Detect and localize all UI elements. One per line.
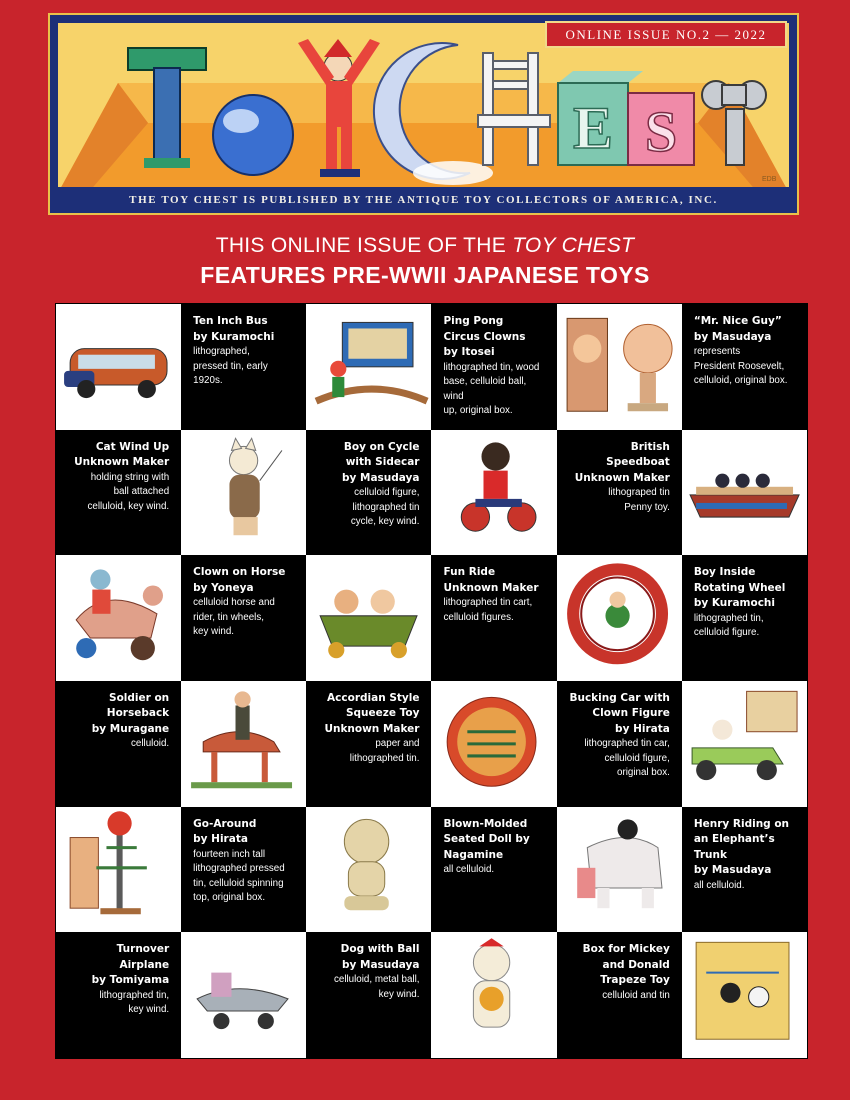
toy-photo-graphic bbox=[56, 555, 181, 681]
masthead-banner bbox=[48, 13, 799, 215]
toy-description: fourteen inch tall lithographed pressed tin, celluloid spinning top, original box. bbox=[193, 848, 285, 904]
toy-title: Soldier on Horseback by Muragane bbox=[91, 691, 170, 735]
headline-prefix: THIS ONLINE ISSUE OF THE bbox=[215, 234, 513, 257]
toy-title: Bucking Car with Clown Figure by Hirata bbox=[569, 691, 670, 735]
toy-caption bbox=[56, 681, 181, 807]
toy-title: Ping Pong Circus Clowns by Itosei bbox=[443, 315, 526, 358]
toy-photo-graphic bbox=[306, 807, 431, 933]
toy-title: Boy on Cycle with Sidecar by Masudaya bbox=[342, 440, 420, 484]
toy-description: lithographed tin, celluloid figure. bbox=[693, 612, 764, 639]
logo-block-s bbox=[628, 93, 694, 165]
toy-description: celluloid figure, lithographed tin cycle, key wind. bbox=[350, 487, 420, 528]
toy-title: British Speedboat Unknown Maker bbox=[574, 440, 670, 484]
toy-caption bbox=[306, 932, 431, 1058]
toy-photo-graphic bbox=[431, 430, 556, 556]
issue-badge: ONLINE ISSUE NO.2 — 2022 bbox=[545, 21, 787, 48]
toy-photo bbox=[181, 932, 306, 1058]
toy-title: Fun Ride Unknown Maker bbox=[443, 566, 539, 594]
toy-caption bbox=[682, 555, 807, 681]
toy-caption bbox=[682, 807, 807, 933]
toy-caption bbox=[56, 430, 181, 556]
toy-photo bbox=[682, 430, 807, 556]
toy-photo bbox=[181, 681, 306, 807]
toy-checkerboard-grid bbox=[55, 303, 808, 1059]
toy-photo-graphic bbox=[181, 681, 306, 807]
toy-photo-graphic bbox=[557, 807, 682, 933]
toy-caption bbox=[431, 807, 556, 933]
toy-description: represents President Roosevelt, celluloid, original box. bbox=[693, 346, 788, 386]
toy-photo-graphic bbox=[181, 430, 306, 556]
svg-text:S: S bbox=[644, 99, 678, 164]
artist-mark: EDB bbox=[762, 176, 777, 183]
toy-photo bbox=[306, 555, 431, 681]
toy-description: celluloid horse and rider, tin wheels, key wind. bbox=[193, 597, 275, 638]
toy-photo-graphic bbox=[306, 304, 431, 430]
toy-title: Go-Around by Hirata bbox=[193, 817, 257, 846]
toy-title: Cat Wind Up Unknown Maker bbox=[74, 440, 170, 469]
toy-photo-graphic bbox=[181, 932, 306, 1058]
toy-photo-graphic bbox=[557, 304, 682, 430]
toy-caption bbox=[306, 681, 431, 807]
toy-description: celluloid and tin bbox=[602, 989, 670, 1001]
headline bbox=[0, 232, 850, 290]
toy-chest-logo-art bbox=[58, 23, 789, 193]
toy-photo bbox=[431, 932, 556, 1058]
toy-title: Clown on Horse by Yoneya bbox=[193, 566, 286, 594]
toy-description: lithographed tin car, celluloid figure, original box. bbox=[584, 738, 670, 779]
toy-caption bbox=[682, 304, 807, 430]
toy-description: celluloid, metal ball, key wind. bbox=[333, 974, 420, 1000]
toy-title: Ten Inch Bus by Kuramochi bbox=[193, 315, 275, 343]
toy-photo-graphic bbox=[306, 555, 431, 681]
toy-photo bbox=[56, 555, 181, 681]
toy-description: paper and lithographed tin. bbox=[349, 738, 420, 764]
toy-caption bbox=[181, 304, 306, 430]
toy-photo bbox=[306, 807, 431, 933]
toy-photo-graphic bbox=[431, 681, 556, 807]
toy-title: Dog with Ball by Masudaya bbox=[340, 943, 420, 971]
toy-description: lithograped tin Penny toy. bbox=[608, 487, 670, 513]
toy-title: Henry Riding on an Elephant’s Trunk by Masudaya bbox=[693, 817, 790, 877]
toy-description: lithographed tin cart, celluloid figures. bbox=[443, 597, 533, 623]
toy-photo-graphic bbox=[682, 430, 807, 556]
toy-photo bbox=[682, 932, 807, 1058]
toy-caption bbox=[431, 304, 556, 430]
toy-title: Boy Inside Rotating Wheel by Kuramochi bbox=[693, 566, 786, 610]
toy-caption bbox=[557, 932, 682, 1058]
headline-line-1 bbox=[0, 232, 850, 260]
toy-description: lithographed, pressed tin, early 1920s. bbox=[193, 346, 268, 386]
toy-caption bbox=[181, 555, 306, 681]
toy-title: Turnover Airplane by Tomiyama bbox=[91, 943, 170, 987]
headline-line-2: FEATURES PRE-WWII JAPANESE TOYS bbox=[200, 262, 650, 288]
toy-description: celluloid. bbox=[131, 738, 170, 750]
headline-publication: TOY CHEST bbox=[512, 234, 635, 257]
toy-photo-graphic bbox=[682, 681, 807, 807]
toy-title: Blown-Molded Seated Doll by Nagamine bbox=[443, 817, 530, 861]
toy-description: lithographed tin, wood base, celluloid ball, wind up, original box. bbox=[443, 361, 540, 416]
toy-description: all celluloid. bbox=[443, 864, 495, 876]
svg-text:E: E bbox=[572, 95, 614, 161]
publisher-tagline: THE TOY CHEST IS PUBLISHED BY THE ANTIQUE TOY COLLECTORS OF AMERICA, INC. bbox=[50, 187, 797, 213]
toy-photo-graphic bbox=[431, 932, 556, 1058]
toy-description: holding string with ball attached celluloid, key wind. bbox=[87, 471, 170, 512]
toy-caption bbox=[557, 430, 682, 556]
toy-photo bbox=[557, 555, 682, 681]
toy-photo-graphic bbox=[56, 807, 181, 933]
toy-caption bbox=[181, 807, 306, 933]
logo-ball-o bbox=[213, 95, 293, 175]
toy-photo-graphic bbox=[682, 932, 807, 1058]
toy-title: Accordian Style Squeeze Toy Unknown Maker bbox=[324, 691, 420, 735]
toy-photo bbox=[306, 304, 431, 430]
toy-photo bbox=[557, 807, 682, 933]
toy-title: Box for Mickey and Donald Trapeze Toy bbox=[582, 943, 670, 987]
toy-photo bbox=[557, 304, 682, 430]
toy-caption bbox=[557, 681, 682, 807]
toy-photo-graphic bbox=[56, 304, 181, 430]
toy-photo bbox=[682, 681, 807, 807]
toy-photo-graphic bbox=[557, 555, 682, 681]
toy-photo bbox=[181, 430, 306, 556]
toy-caption bbox=[306, 430, 431, 556]
toy-title: “Mr. Nice Guy” by Masudaya bbox=[693, 315, 782, 343]
toy-photo bbox=[431, 430, 556, 556]
toy-caption bbox=[431, 555, 556, 681]
toy-photo bbox=[56, 304, 181, 430]
toy-caption bbox=[56, 932, 181, 1058]
toy-description: lithographed tin, key wind. bbox=[99, 989, 170, 1016]
toy-description: all celluloid. bbox=[693, 879, 745, 891]
toy-photo bbox=[56, 807, 181, 933]
toy-photo bbox=[431, 681, 556, 807]
